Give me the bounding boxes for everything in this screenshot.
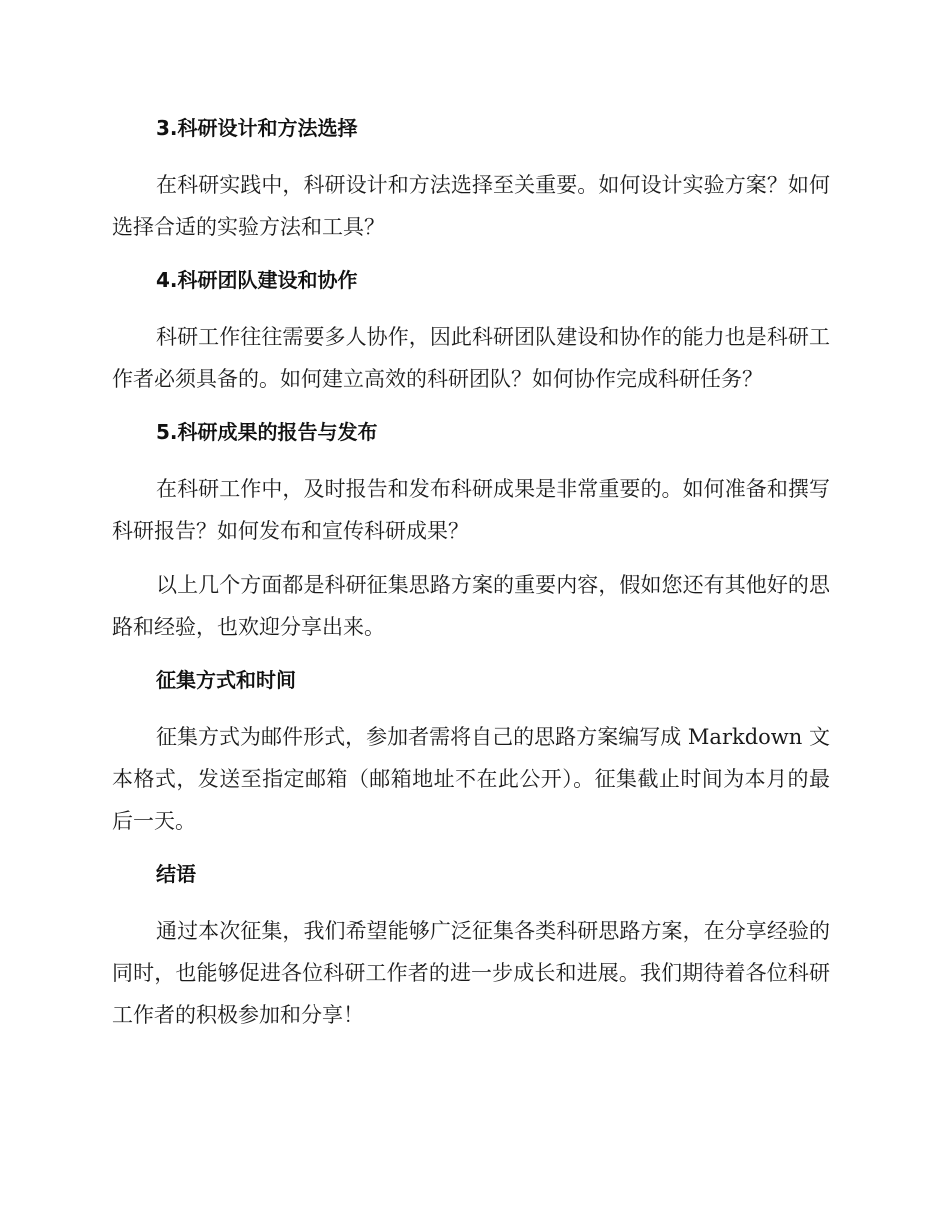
paragraph-research-design: 在科研实践中，科研设计和方法选择至关重要。如何设计实验方案？如何选择合适的实验方法和工具？ [112,173,830,239]
paragraph-submission: 征集方式为邮件形式，参加者需将自己的思路方案编写成 Markdown 文本格式，发送至指定邮箱（邮箱地址不在此公开）。征集截止时间为本月的最后一天。 [112,725,830,833]
paragraph-results-report: 在科研工作中，及时报告和发布科研成果是非常重要的。如何准备和撰写科研报告？如何发布和宣传科研成果？ [112,477,830,543]
paragraph-team-building: 科研工作往往需要多人协作，因此科研团队建设和协作的能力也是科研工作者必须具备的。如何建立高效的科研团队？如何协作完成科研任务？ [112,325,830,391]
paragraph-summary: 以上几个方面都是科研征集思路方案的重要内容，假如您还有其他好的思路和经验，也欢迎分享出来。 [112,573,830,639]
paragraph-conclusion: 通过本次征集，我们希望能够广泛征集各类科研思路方案，在分享经验的同时，也能够促进各位科研工作者的进一步成长和进展。我们期待着各位科研工作者的积极参加和分享！ [112,919,830,1027]
section-heading-research-design: 3.科研设计和方法选择 [156,116,358,140]
section-heading-team-building: 4.科研团队建设和协作 [156,268,358,292]
section-heading-results-report: 5.科研成果的报告与发布 [156,420,378,444]
document-page [112,108,830,1036]
section-heading-conclusion: 结语 [156,862,196,886]
section-heading-submission: 征集方式和时间 [156,668,296,692]
